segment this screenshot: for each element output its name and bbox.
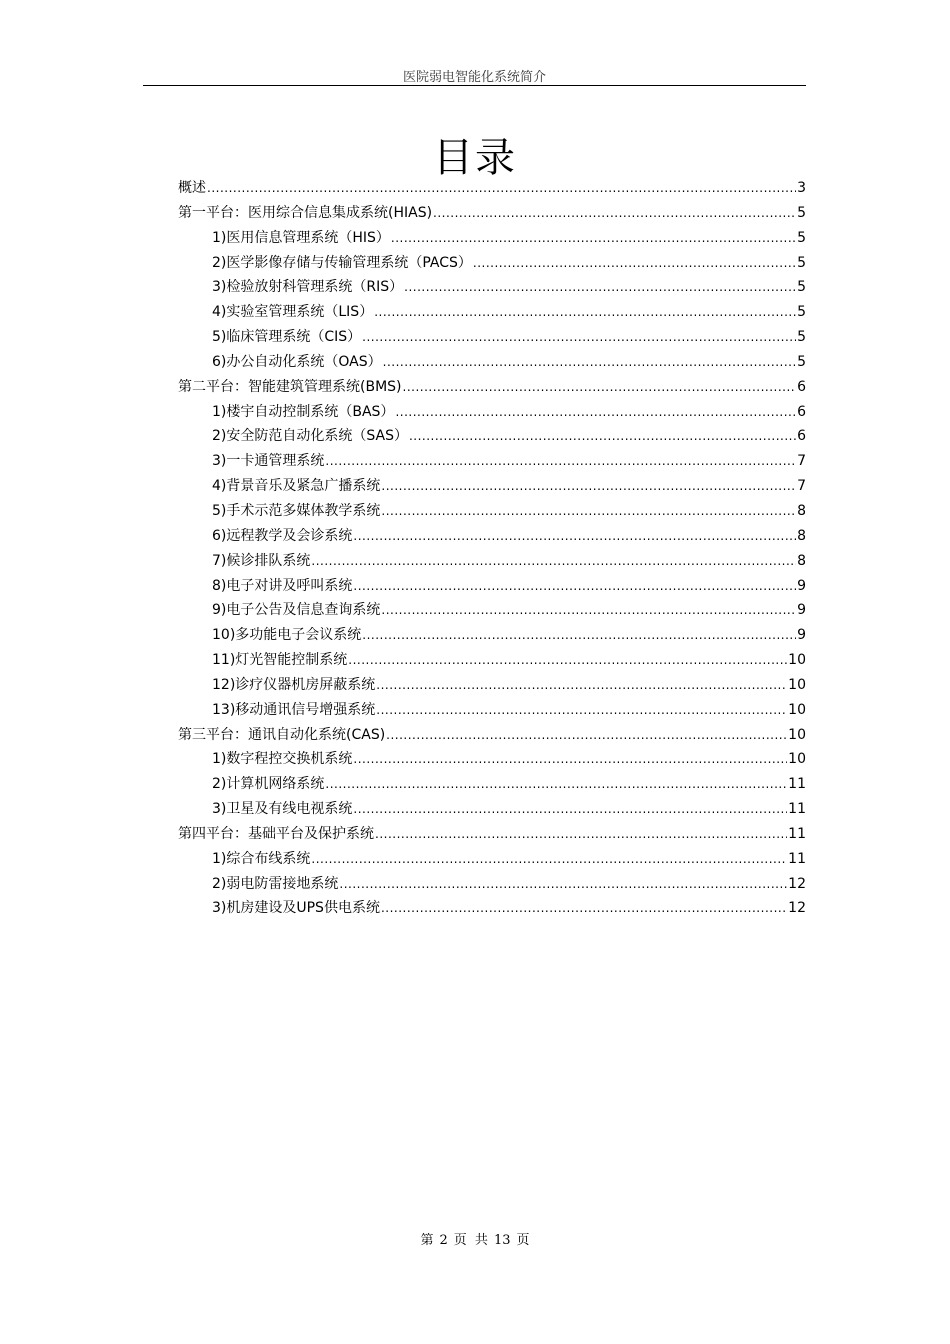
toc-entry[interactable]	[178, 251, 806, 276]
toc-entry-number: 1)	[212, 229, 227, 246]
toc-entry-label: 医用信息管理系统（HIS）	[226, 229, 390, 246]
toc-dot-leader	[362, 325, 796, 350]
toc-entry-page-number: 9	[797, 627, 806, 644]
toc-dot-leader	[381, 474, 796, 499]
toc-entry[interactable]	[178, 524, 806, 549]
toc-entry[interactable]	[178, 747, 806, 772]
toc-entry-number: 3)	[212, 279, 227, 296]
toc-entry-page-number: 5	[797, 304, 806, 321]
toc-entry[interactable]	[178, 896, 806, 921]
toc-entry-label: 医学影像存储与传输管理系统（PACS）	[226, 254, 472, 271]
toc-entry-label: 8)电子对讲及呼叫系统	[212, 577, 353, 594]
toc-entry-label: 2)计算机网络系统	[212, 776, 325, 793]
toc-entry-number: 4)	[212, 304, 227, 321]
toc-entry-page-number: 5	[797, 254, 806, 271]
toc-entry-page-number: 10	[788, 652, 806, 669]
toc-entry-page-number: 9	[797, 602, 806, 619]
toc-entry-page-number: 6	[797, 378, 806, 395]
toc-entry[interactable]	[178, 549, 806, 574]
toc-entry-label: 3)机房建设及UPS供电系统	[212, 900, 380, 917]
toc-dot-leader	[433, 201, 796, 226]
toc-entry-label: 3)卫星及有线电视系统	[212, 801, 353, 818]
toc-entry-page-number: 5	[797, 204, 806, 221]
toc-dot-leader	[381, 499, 796, 524]
toc-dot-leader	[348, 648, 787, 673]
toc-entry[interactable]	[178, 574, 806, 599]
toc-entry[interactable]	[178, 474, 806, 499]
toc-dot-leader	[362, 623, 796, 648]
toc-dot-leader	[325, 772, 787, 797]
toc-entry-label: 12)诊疗仪器机房屏蔽系统	[212, 676, 376, 693]
toc-entry-page-number: 5	[797, 279, 806, 296]
toc-dot-leader	[207, 176, 796, 201]
toc-entry-label: 4)背景音乐及紧急广播系统	[212, 478, 381, 495]
toc-entry[interactable]	[178, 772, 806, 797]
toc-entry[interactable]	[178, 698, 806, 723]
toc-entry-page-number: 5	[797, 229, 806, 246]
toc-entry[interactable]	[178, 822, 806, 847]
footer-current-page: 2	[439, 1233, 448, 1248]
toc-dot-leader	[381, 598, 796, 623]
toc-entry-label: 7)候诊排队系统	[212, 552, 311, 569]
footer-mid: 页 共	[453, 1233, 488, 1248]
toc-dot-leader	[383, 350, 796, 375]
toc-entry[interactable]	[178, 350, 806, 375]
toc-entry-page-number: 7	[797, 478, 806, 495]
page-footer	[0, 1229, 950, 1248]
toc-entry-page-number: 10	[788, 676, 806, 693]
toc-dot-leader	[311, 549, 796, 574]
toc-dot-leader	[381, 896, 787, 921]
toc-entry-number: 6)	[212, 353, 227, 370]
toc-entry[interactable]	[178, 723, 806, 748]
table-of-contents	[178, 176, 806, 921]
header-divider	[143, 85, 806, 86]
toc-dot-leader	[403, 375, 797, 400]
toc-entry-label: 1)楼宇自动控制系统（BAS）	[212, 403, 395, 420]
toc-entry[interactable]	[178, 375, 806, 400]
footer-total-pages: 13	[493, 1233, 511, 1248]
toc-dot-leader	[374, 300, 796, 325]
toc-entry-page-number: 12	[788, 900, 806, 917]
toc-title: 目录	[433, 135, 517, 181]
toc-entry-page-number: 5	[797, 329, 806, 346]
toc-entry-number: 5)	[212, 329, 227, 346]
toc-entry[interactable]	[178, 226, 806, 251]
toc-dot-leader	[376, 673, 787, 698]
toc-entry[interactable]	[178, 673, 806, 698]
toc-entry-label: 概述	[178, 180, 206, 196]
toc-entry[interactable]	[178, 797, 806, 822]
toc-entry-page-number: 5	[797, 353, 806, 370]
toc-dot-leader	[339, 872, 787, 897]
toc-entry[interactable]	[178, 449, 806, 474]
toc-entry-page-number: 10	[788, 751, 806, 768]
toc-entry-label: 1)综合布线系统	[212, 850, 311, 867]
toc-entry-label: 10)多功能电子会议系统	[212, 627, 362, 644]
toc-entry-label: 2)弱电防雷接地系统	[212, 875, 339, 892]
toc-entry-number: 2)	[212, 254, 227, 271]
toc-dot-leader	[353, 524, 796, 549]
toc-dot-leader	[311, 847, 787, 872]
toc-entry[interactable]	[178, 400, 806, 425]
toc-dot-leader	[353, 797, 787, 822]
page-header: 医院弱电智能化系统简介	[402, 70, 546, 85]
toc-dot-leader	[473, 251, 796, 276]
toc-entry-page-number: 11	[788, 801, 806, 818]
footer-prefix: 第	[420, 1233, 434, 1248]
toc-dot-leader	[391, 226, 796, 251]
toc-entry[interactable]	[178, 872, 806, 897]
toc-dot-leader	[353, 747, 787, 772]
toc-dot-leader	[409, 424, 796, 449]
toc-entry[interactable]	[178, 300, 806, 325]
toc-entry-page-number: 7	[797, 453, 806, 470]
toc-entry-label: 3)一卡通管理系统	[212, 453, 325, 470]
toc-entry-page-number: 12	[788, 875, 806, 892]
toc-entry[interactable]	[178, 201, 806, 226]
toc-dot-leader	[386, 723, 787, 748]
toc-entry-page-number: 10	[788, 726, 806, 743]
toc-dot-leader	[404, 275, 796, 300]
toc-dot-leader	[395, 400, 796, 425]
toc-dot-leader	[325, 449, 796, 474]
toc-entry-label: 实验室管理系统（LIS）	[226, 304, 374, 321]
toc-entry-page-number: 3	[797, 180, 806, 196]
toc-entry[interactable]	[178, 648, 806, 673]
footer-suffix: 页	[516, 1233, 530, 1248]
toc-entry[interactable]	[178, 424, 806, 449]
toc-dot-leader	[353, 574, 796, 599]
toc-entry-page-number: 6	[797, 403, 806, 420]
toc-entry-label: 第三平台：通讯自动化系统(CAS)	[178, 726, 386, 743]
toc-entry[interactable]	[178, 499, 806, 524]
toc-entry-label: 13)移动通讯信号增强系统	[212, 701, 376, 718]
toc-entry[interactable]	[178, 176, 806, 201]
toc-entry[interactable]	[178, 325, 806, 350]
toc-entry-page-number: 10	[788, 701, 806, 718]
toc-entry-page-number: 11	[788, 850, 806, 867]
toc-entry-label: 2)安全防范自动化系统（SAS）	[212, 428, 408, 445]
toc-entry-label: 5)手术示范多媒体教学系统	[212, 502, 381, 519]
toc-entry-label: 办公自动化系统（OAS）	[226, 353, 382, 370]
toc-entry-page-number: 8	[797, 502, 806, 519]
toc-entry[interactable]	[178, 598, 806, 623]
toc-entry[interactable]	[178, 847, 806, 872]
toc-entry-label: 第一平台：医用综合信息集成系统(HIAS)	[178, 204, 433, 221]
toc-dot-leader	[375, 822, 787, 847]
toc-entry-label: 9)电子公告及信息查询系统	[212, 602, 381, 619]
toc-entry-page-number: 8	[797, 527, 806, 544]
toc-entry-label: 11)灯光智能控制系统	[212, 652, 348, 669]
toc-entry-label: 6)远程教学及会诊系统	[212, 527, 353, 544]
toc-entry-page-number: 11	[788, 776, 806, 793]
toc-entry-label: 临床管理系统（CIS）	[226, 329, 362, 346]
toc-dot-leader	[376, 698, 787, 723]
toc-entry-page-number: 8	[797, 552, 806, 569]
toc-entry-label: 第二平台：智能建筑管理系统(BMS)	[178, 378, 402, 395]
toc-entry-page-number: 11	[788, 825, 806, 842]
toc-entry[interactable]	[178, 275, 806, 300]
toc-entry[interactable]	[178, 623, 806, 648]
toc-entry-page-number: 6	[797, 428, 806, 445]
toc-entry-label: 检验放射科管理系统（RIS）	[226, 279, 404, 296]
toc-entry-label: 第四平台：基础平台及保护系统	[178, 825, 374, 842]
toc-entry-page-number: 9	[797, 577, 806, 594]
toc-entry-label: 1)数字程控交换机系统	[212, 751, 353, 768]
